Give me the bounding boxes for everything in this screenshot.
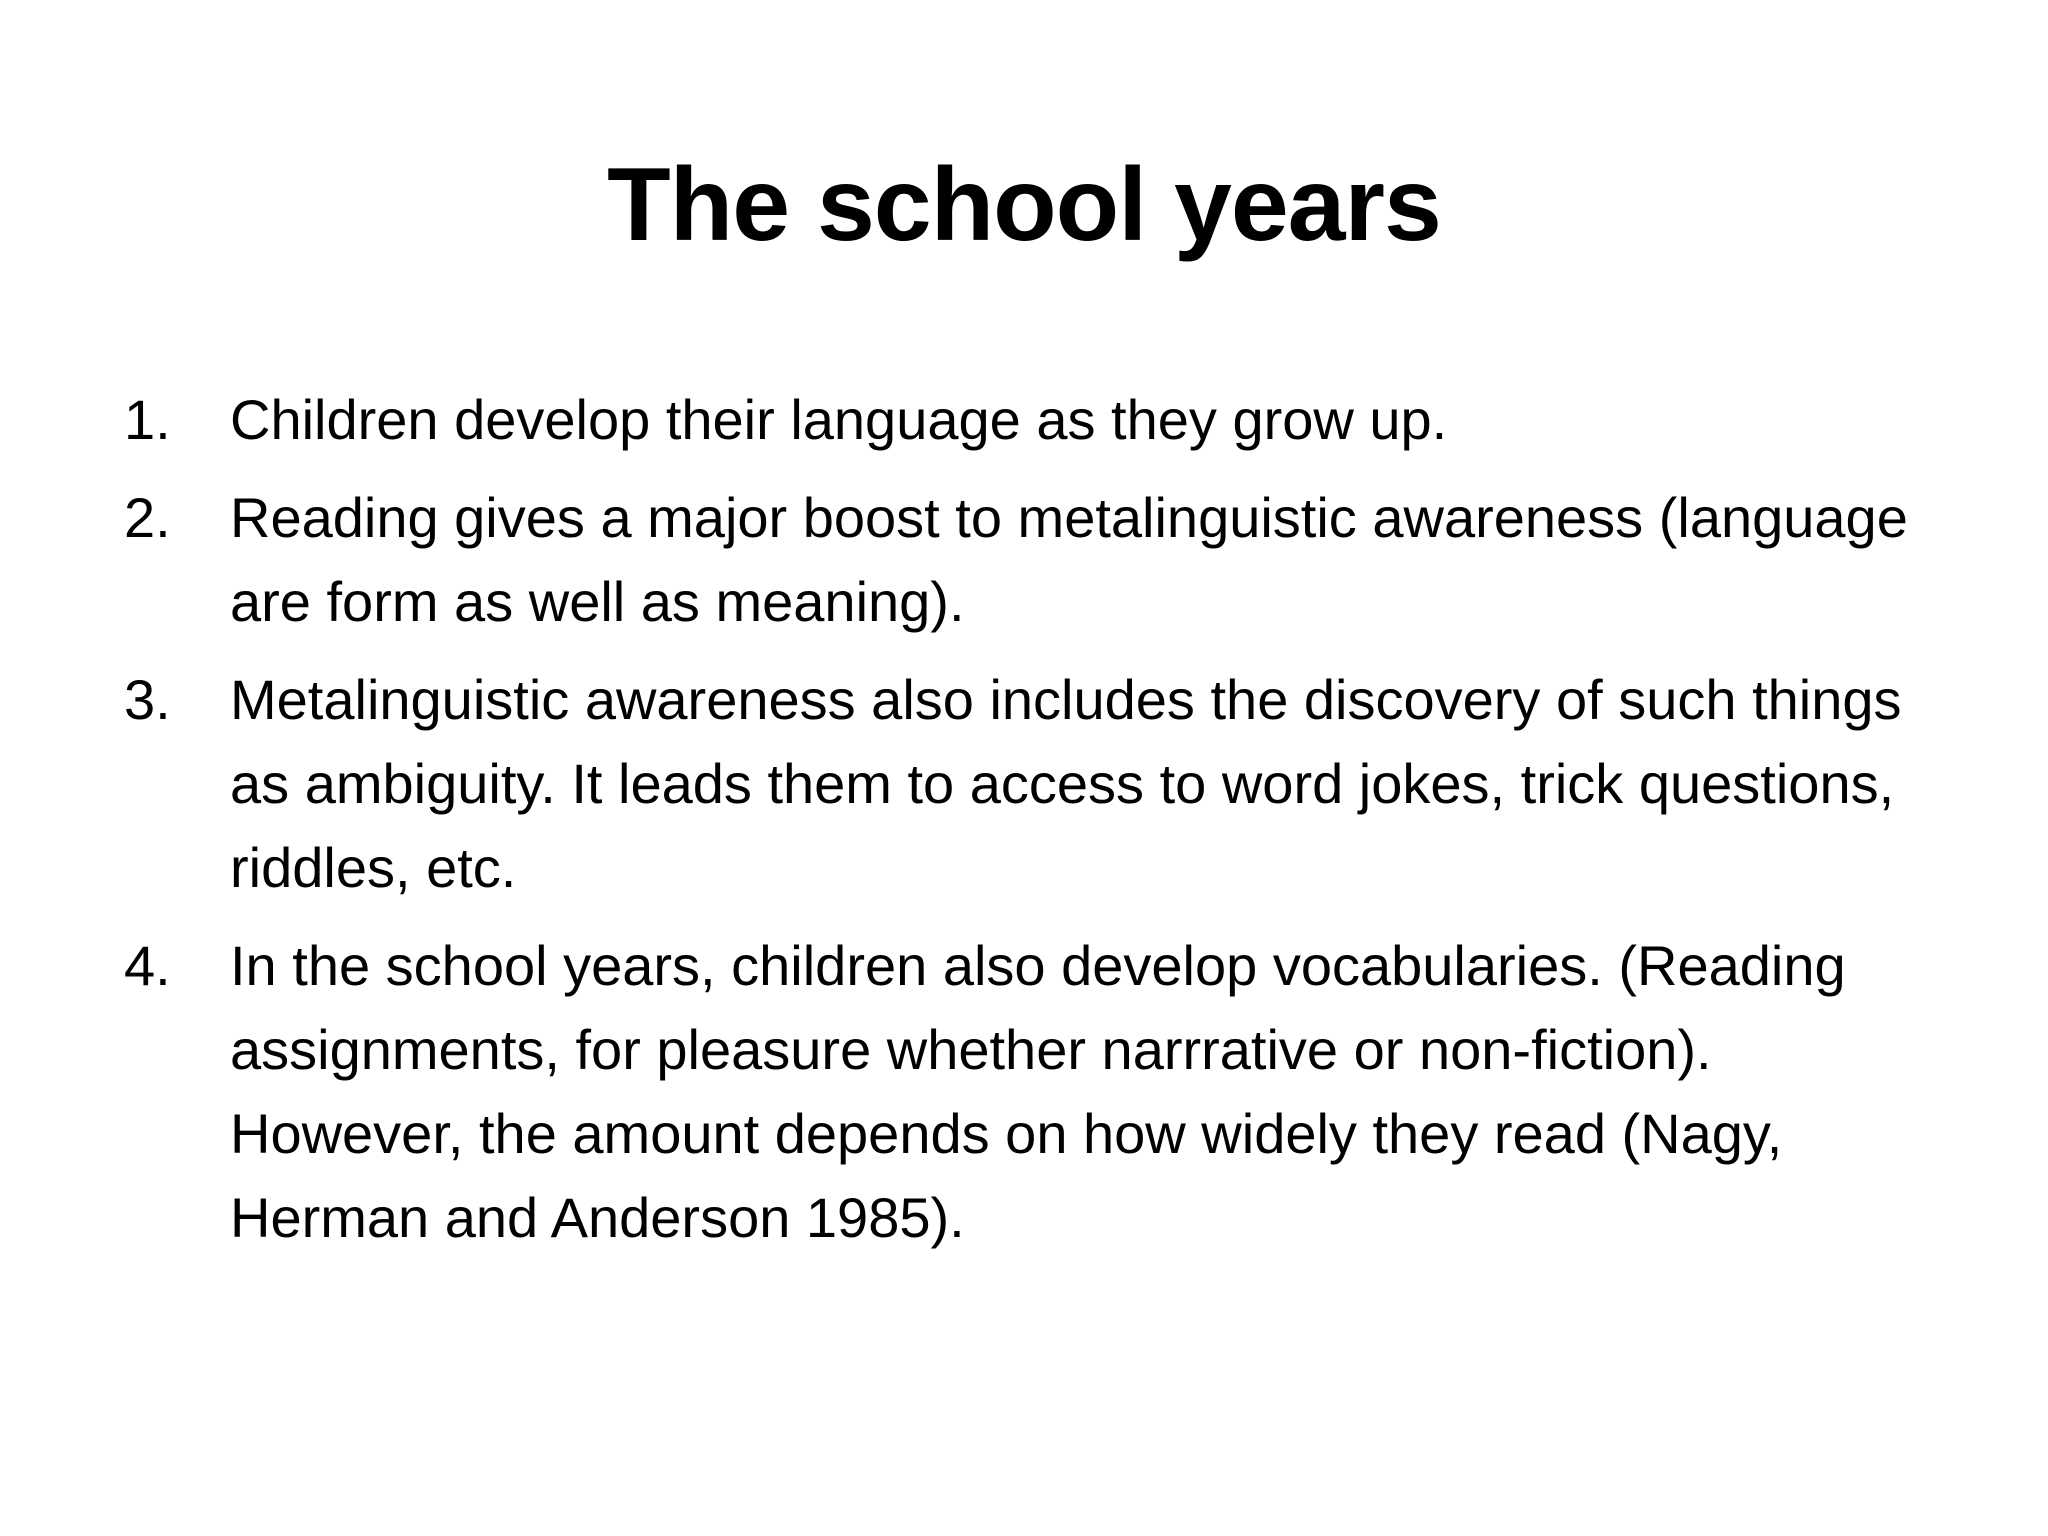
list-item-text: In the school years, children also develop vocabularies. (Reading assignments, for pleasure whether narrrative or non-fiction). However, the amount depends on how widely they read (Nagy, Herman and Anderson 1985). — [230, 934, 1846, 1249]
list-item — [124, 658, 1954, 910]
list-item — [124, 924, 1954, 1260]
list-item-number: 1. — [124, 388, 171, 451]
numbered-list — [124, 378, 1954, 1274]
slide-title: The school years — [607, 147, 1441, 263]
list-item — [124, 476, 1954, 644]
list-item-number: 4. — [124, 934, 171, 997]
list-item-text: Metalinguistic awareness also includes the discovery of such things as ambiguity. It leads them to access to word jokes, trick questions, riddles, etc. — [230, 668, 1902, 899]
list-item — [124, 378, 1954, 462]
list-item-number: 3. — [124, 668, 171, 731]
list-item-text: Children develop their language as they grow up. — [230, 388, 1448, 451]
list-item-number: 2. — [124, 486, 171, 549]
list-item-text: Reading gives a major boost to metalinguistic awareness (language are form as well as meaning). — [230, 486, 1908, 633]
